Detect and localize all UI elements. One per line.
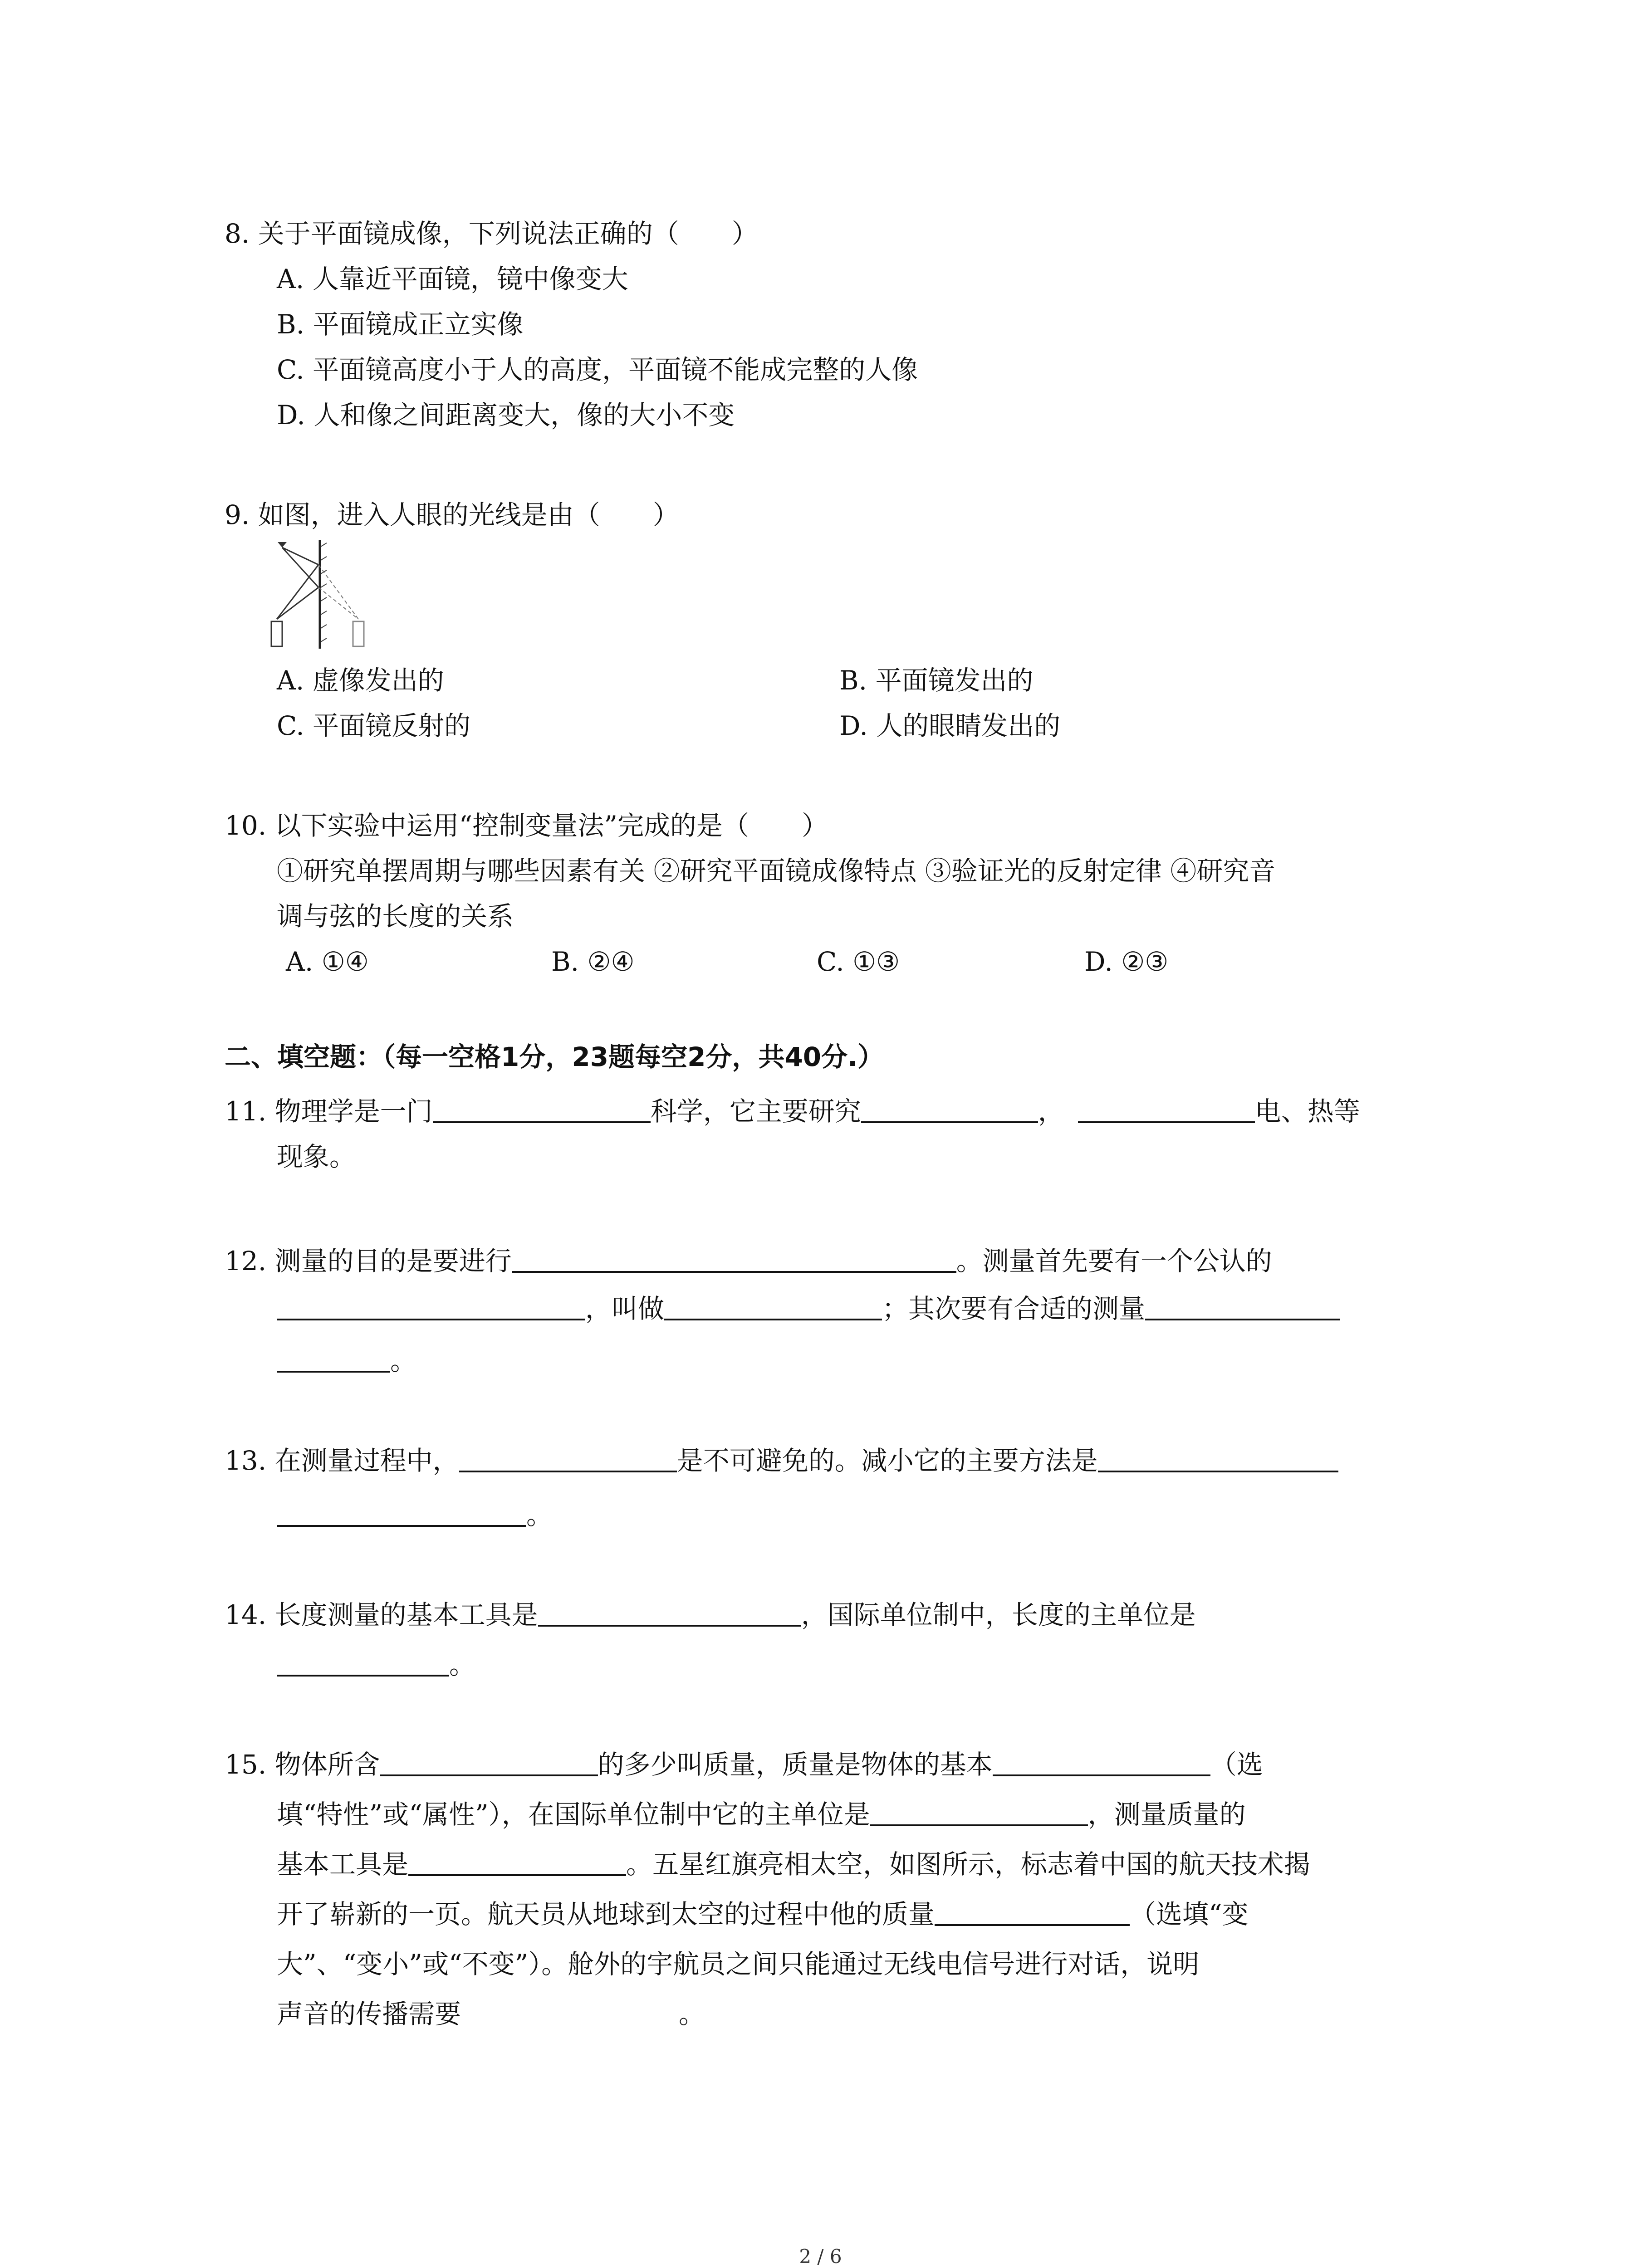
q14-blank-2[interactable]	[277, 1648, 449, 1677]
question-10-option-b: B. ②④	[551, 946, 635, 977]
question-14-line-1	[225, 1597, 1196, 1633]
q15-blank-1[interactable]	[380, 1748, 598, 1776]
q15-text-l: 。	[679, 1999, 705, 2029]
q15-text-e: ，测量质量的	[1087, 1799, 1246, 1830]
q15-text-k: 声音的传播需要	[277, 1999, 461, 2029]
q11-text-c: ，	[1038, 1096, 1064, 1127]
page-number: 2 / 6	[799, 2245, 842, 2268]
q15-text-i: （选填“变	[1130, 1899, 1249, 1930]
q13-text-b: 是不可避免的。减小它的主要方法是	[676, 1445, 1098, 1476]
question-9-stem: 9. 如图，进入人眼的光线是由（ ）	[225, 499, 679, 530]
question-15-line-2	[277, 1796, 1246, 1833]
section-2-title: 二、填空题：（每一空格1分，23题每空2分，共40分.）	[225, 1041, 884, 1072]
q15-text-h: 开了崭新的一页。航天员从地球到太空的过程中他的质量	[277, 1899, 935, 1930]
q15-blank-3[interactable]	[870, 1798, 1088, 1826]
q15-text-g: 。五星红旗亮相太空，如图所示，标志着中国的航天技术揭	[626, 1849, 1311, 1880]
q11-text-a: 11. 物理学是一门	[225, 1096, 433, 1127]
question-11-line-1	[225, 1093, 1360, 1129]
q15-text-b: 的多少叫质量，质量是物体的基本	[598, 1749, 993, 1780]
q15-text-d: 填“特性”或“属性”），在国际单位制中它的主单位是	[277, 1799, 870, 1830]
q13-blank-1[interactable]	[459, 1444, 677, 1472]
q12-text-a: 12. 测量的目的是要进行	[225, 1246, 512, 1276]
question-9-option-c: C. 平面镜反射的	[277, 710, 471, 741]
question-10-option-c: C. ①③	[817, 946, 900, 977]
question-15-line-1	[225, 1746, 1263, 1783]
q12-blank-2[interactable]	[277, 1292, 585, 1320]
question-13-line-2	[277, 1497, 553, 1533]
q14-text-b: ，国际单位制中，长度的主单位是	[801, 1599, 1196, 1630]
question-10-option-a: A. ①④	[286, 946, 369, 977]
mirror-reflection-figure	[268, 538, 377, 653]
question-15-line-4	[277, 1896, 1249, 1932]
question-9-option-b: B. 平面镜发出的	[839, 665, 1034, 696]
q13-text-a: 13. 在测量过程中，	[225, 1445, 459, 1476]
q15-text-f: 基本工具是	[277, 1849, 409, 1880]
q12-blank-1[interactable]	[512, 1245, 956, 1273]
q13-blank-3[interactable]	[277, 1499, 526, 1527]
q12-text-e: 。	[390, 1345, 417, 1376]
question-9-option-d: D. 人的眼睛发出的	[839, 710, 1061, 741]
question-8-option-d: D. 人和像之间距离变大，像的大小不变	[277, 400, 735, 430]
question-12-line-1	[225, 1243, 1272, 1279]
q12-blank-3[interactable]	[664, 1292, 882, 1320]
question-8-option-c: C. 平面镜高度小于人的高度，平面镜不能成完整的人像	[277, 354, 918, 385]
q12-text-b: 。测量首先要有一个公认的	[956, 1246, 1272, 1276]
question-10-line-3: 调与弦的长度的关系	[277, 901, 514, 932]
question-13-line-1	[225, 1442, 1338, 1479]
question-15-line-6	[277, 1996, 705, 2032]
q11-text-b: 科学，它主要研究	[650, 1096, 861, 1127]
q12-text-c: ，叫做	[585, 1293, 665, 1324]
q15-blank-5[interactable]	[935, 1898, 1130, 1926]
q11-blank-3[interactable]	[1078, 1095, 1255, 1123]
question-10-stem: 10. 以下实验中运用“控制变量法”完成的是（ ）	[225, 810, 828, 841]
q11-blank-1[interactable]	[433, 1095, 651, 1123]
question-10-option-d: D. ②③	[1084, 946, 1169, 977]
question-9-option-a: A. 虚像发出的	[277, 665, 444, 696]
question-8-stem: 8. 关于平面镜成像，下列说法正确的（ ）	[225, 218, 758, 249]
q12-blank-4[interactable]	[1145, 1292, 1340, 1320]
q12-blank-5[interactable]	[277, 1344, 390, 1373]
q15-text-j: 大”、“变小”或“不变”）。舱外的宇航员之间只能通过无线电信号进行对话，说明	[277, 1949, 1200, 1980]
q14-blank-1[interactable]	[538, 1598, 801, 1627]
question-10-line-2: ①研究单摆周期与哪些因素有关 ②研究平面镜成像特点 ③验证光的反射定律 ④研究音	[277, 855, 1276, 886]
q13-blank-2[interactable]	[1098, 1444, 1338, 1472]
q15-blank-4[interactable]	[408, 1848, 626, 1876]
question-12-line-3	[277, 1343, 416, 1379]
q11-text-e: 现象。	[277, 1141, 356, 1172]
q11-text-d: 电、热等	[1254, 1096, 1360, 1127]
q12-text-d: ；其次要有合适的测量	[882, 1293, 1146, 1324]
question-8-option-a: A. 人靠近平面镜，镜中像变大	[277, 264, 628, 294]
q15-text-a: 15. 物体所含	[225, 1749, 380, 1780]
q14-text-c: 。	[449, 1649, 476, 1680]
question-14-line-2	[277, 1647, 475, 1683]
q14-text-a: 14. 长度测量的基本工具是	[225, 1599, 538, 1630]
q11-blank-2[interactable]	[861, 1095, 1038, 1123]
question-15-line-3	[277, 1846, 1310, 1882]
question-12-line-2	[277, 1290, 1340, 1327]
q15-text-c: （选	[1210, 1749, 1263, 1780]
q15-blank-2[interactable]	[993, 1748, 1210, 1776]
question-8-option-b: B. 平面镜成正立实像	[277, 309, 524, 340]
q13-text-c: 。	[526, 1500, 553, 1530]
